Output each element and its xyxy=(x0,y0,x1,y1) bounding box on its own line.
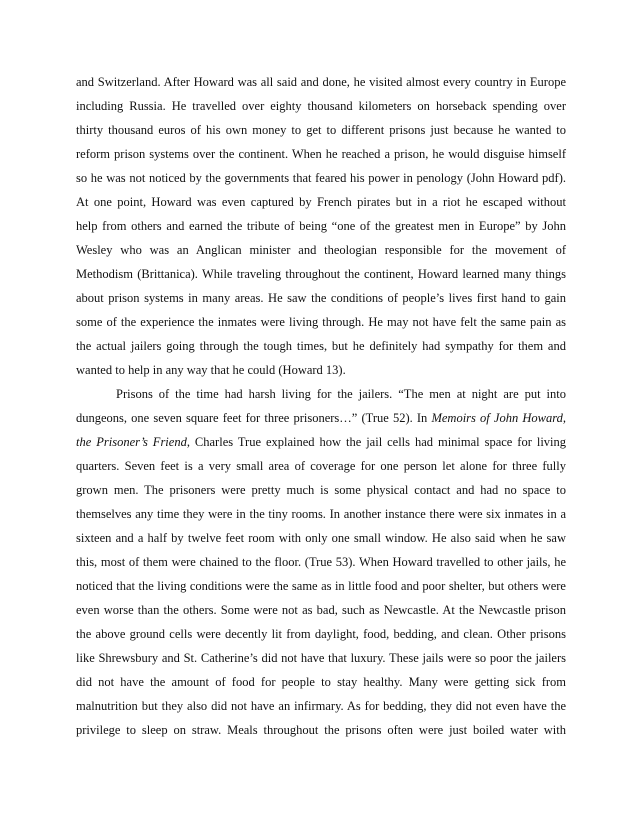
text-line: some of the experience the inmates were living through. He may not have felt the same pain as xyxy=(76,315,566,329)
text-line-with-title xyxy=(76,430,566,454)
paragraph-start-line: Prisons of the time had harsh living for the jailers. “The men at night are put into xyxy=(116,387,566,401)
text-line: help from others and earned the tribute of being “one of the greatest men in Europe” by John xyxy=(76,219,566,233)
text-fragment: , Charles True explained how the jail cells had minimal space for living xyxy=(186,435,567,449)
text-line: like Shrewsbury and St. Catherine’s did not have that luxury. These jails were so poor the jailers xyxy=(76,651,566,665)
text-line: did not have the amount of food for people to stay healthy. Many were getting sick from xyxy=(76,675,566,689)
text-line: privilege to sleep on straw. Meals throughout the prisons often were just boiled water with xyxy=(76,723,566,737)
text-line: the above ground cells were decently lit from daylight, food, bedding, and clean. Other prisons xyxy=(76,627,566,641)
book-title-part1: Memoirs of John Howard, xyxy=(431,411,566,425)
body-text xyxy=(76,70,566,742)
text-line: so he was not noticed by the governments that feared his power in penology (John Howard pdf). xyxy=(76,171,566,185)
text-line: sixteen and a half by twelve feet room with only one small window. He also said when he saw xyxy=(76,531,566,545)
text-line: this, most of them were chained to the floor. (True 53). When Howard travelled to other jails, he xyxy=(76,555,566,569)
text-line: and Switzerland. After Howard was all said and done, he visited almost every country in Europe xyxy=(76,75,566,89)
text-line: about prison systems in many areas. He saw the conditions of people’s lives first hand to gain xyxy=(76,291,566,305)
text-line: At one point, Howard was even captured by French pirates but in a riot he escaped without xyxy=(76,195,566,209)
text-line: Wesley who was an Anglican minister and theologian responsible for the movement of xyxy=(76,243,566,257)
text-line: Methodism (Brittanica). While traveling throughout the continent, Howard learned many things xyxy=(76,267,566,281)
text-line: reform prison systems over the continent. When he reached a prison, he would disguise himself xyxy=(76,147,566,161)
text-line: themselves any time they were in the tiny rooms. In another instance there were six inmates in a xyxy=(76,507,566,521)
book-title-part2: the Prisoner’s Friend xyxy=(76,435,187,449)
text-line: even worse than the others. Some were not as bad, such as Newcastle. At the Newcastle prison xyxy=(76,603,566,617)
text-line: malnutrition but they also did not have an infirmary. As for bedding, they did not even have the xyxy=(76,699,566,713)
text-line: noticed that the living conditions were the same as in little food and poor shelter, but others were xyxy=(76,579,566,593)
text-fragment: dungeons, one seven square feet for three prisoners…” (True 52). In xyxy=(76,411,432,425)
text-line: quarters. Seven feet is a very small area of coverage for one person let alone for three fully xyxy=(76,459,566,473)
text-line-with-title xyxy=(76,406,566,430)
text-line: wanted to help in any way that he could (Howard 13). xyxy=(76,363,346,377)
text-line: thirty thousand euros of his own money to get to different prisons just because he wanted to xyxy=(76,123,566,137)
text-line: including Russia. He travelled over eighty thousand kilometers on horseback spending over xyxy=(76,99,566,113)
text-line: grown men. The prisoners were pretty much is some physical contact and had no space to xyxy=(76,483,566,497)
text-line: the actual jailers going through the tough times, but he definitely had sympathy for them and xyxy=(76,339,566,353)
